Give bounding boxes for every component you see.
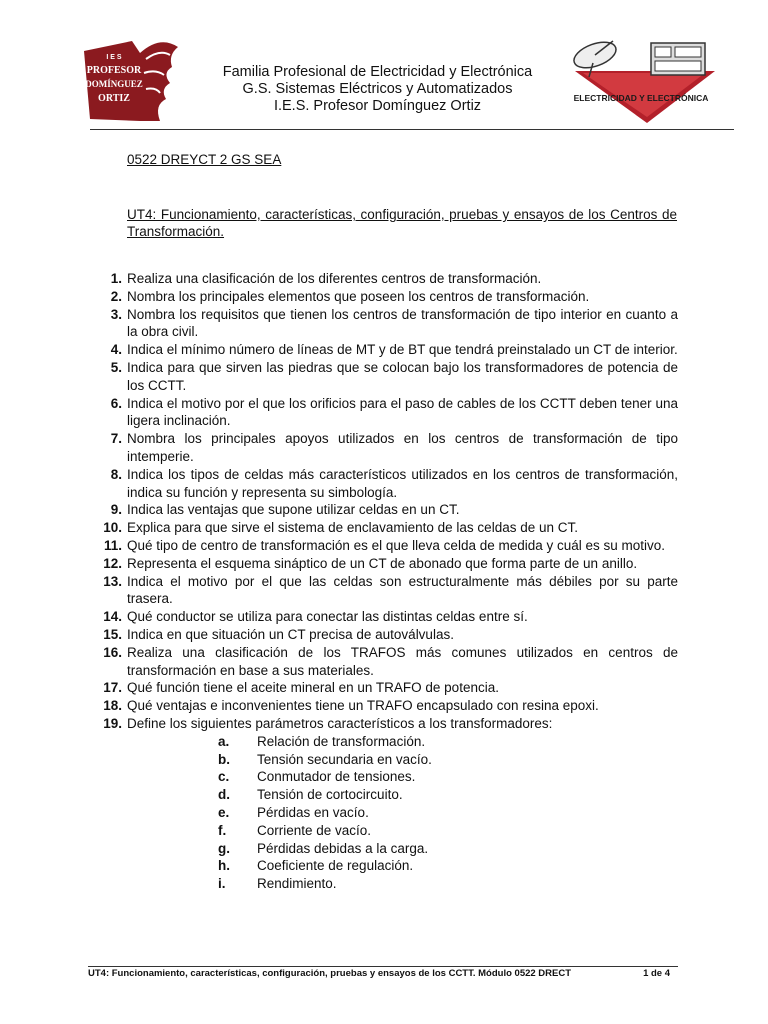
question-number: 17. [103,680,122,696]
question-number: 18. [103,698,122,714]
question-text: Qué tipo de centro de transformación es el que lleva celda de medida y cuál es su motivo. [127,537,666,553]
parameter-letter: a. [218,733,230,749]
question-number: 15. [103,626,122,642]
parameter-item [218,804,678,822]
question-text: Indica en que situación un CT precisa de autoválvulas. [127,626,454,642]
parameter-text: Coeficiente de regulación. [257,858,414,874]
module-code: 0522 DREYCT 2 GS SEA [127,152,282,167]
parameter-item [218,840,678,858]
parameter-item [218,786,678,804]
circuit-board-icon [651,43,705,75]
question-text: Indica el mínimo número de líneas de MT y de BT que tendrá preinstalado un CT de interior. [127,342,678,358]
parameter-text: Pérdidas debidas a la carga. [257,840,429,856]
question-item [88,341,678,359]
question-number: 3. [110,306,122,322]
parameter-letter: e. [218,804,230,820]
question-number: 8. [110,466,122,482]
question-text: Realiza una clasificación de los diferentes centros de transformación. [127,271,542,286]
question-item [88,288,678,306]
question-text: Qué ventajas e inconvenientes tiene un TRAFO encapsulado con resina epoxi. [127,698,599,714]
parameter-text: Corriente de vacío. [257,822,372,838]
page-number: 1 de 4 [643,968,670,979]
page-footer [88,968,678,979]
question-item [88,644,678,680]
question-text: Define los siguientes parámetros característicos a los transformadores: [127,715,553,731]
parameter-letter: b. [218,751,230,767]
unit-title: UT4: Funcionamiento, características, configuración, pruebas y ensayos de los Centros de Transformación. [127,207,677,239]
question-item [88,519,678,537]
question-text: Representa el esquema sináptico de un CT de abonado que forma parte de un anillo. [127,555,638,571]
parameter-list [127,733,678,893]
logo-text-line: ORTIZ [98,93,130,104]
parameter-text: Pérdidas en vacío. [257,804,369,820]
question-item [88,573,678,609]
question-number: 12. [103,555,122,571]
parameter-item [218,857,678,875]
question-text: Indica el motivo por el que los orificios para el paso de cables de los CCTT deben tener una ligera inclinación. [127,395,678,429]
school-logo [80,33,188,125]
question-text: Qué conductor se utiliza para conectar las distintas celdas entre sí. [127,609,528,625]
header-divider [90,129,734,130]
parameter-text: Relación de transformación. [257,733,426,749]
question-number: 5. [110,359,122,375]
question-item [88,555,678,573]
question-item [88,679,678,697]
question-item [88,430,678,466]
question-item [88,501,678,519]
question-number: 9. [110,502,122,518]
parameter-letter: h. [218,858,230,874]
question-number: 4. [110,342,122,358]
question-number: 1. [110,271,122,286]
question-item [88,537,678,555]
question-number: 16. [103,644,122,660]
parameter-letter: i. [218,876,226,892]
parameter-text: Rendimiento. [257,876,337,892]
question-number: 7. [110,431,122,447]
parameter-item [218,875,678,893]
question-number: 6. [110,395,122,411]
question-text: Indica las ventajas que supone utilizar celdas en un CT. [127,502,460,518]
department-logo [555,33,725,125]
question-text: Nombra los requisitos que tienen los centros de transformación de tipo interior en cuanto a la obra civil. [127,306,678,340]
question-number: 19. [103,715,122,731]
question-item [88,608,678,626]
question-number: 11. [103,537,122,553]
parameter-text: Conmutador de tensiones. [257,769,416,785]
parameter-letter: g. [218,840,230,856]
question-text: Nombra los principales apoyos utilizados en los centros de transformación de tipo intemperie. [127,431,678,464]
header-line-school: I.E.S. Profesor Domínguez Ortiz [273,98,482,114]
question-text: Indica el motivo por el que las celdas son estructuralmente más débiles por su parte trasera. [127,573,678,607]
question-item [88,359,678,395]
department-logo-text: ELECTRICIDAD Y ELECTRÓNICA [573,93,709,103]
parameter-item [218,751,678,769]
question-text: Explica para que sirve el sistema de enclavamiento de las celdas de un CT. [127,520,578,536]
parameter-item [218,733,678,751]
question-number: 2. [110,288,122,304]
header-line-family: Familia Profesional de Electricidad y Electrónica [222,64,533,80]
question-text: Realiza una clasificación de los TRAFOS más comunes utilizados en centros de transformación en base a sus materiales. [127,644,678,678]
question-text: Nombra los principales elementos que poseen los centros de transformación. [127,288,590,304]
question-text: Indica para que sirven las piedras que se colocan bajo los transformadores de potencia de los CCTT. [127,359,678,393]
header-text [195,64,560,115]
question-number: 13. [103,573,122,589]
question-item [88,697,678,715]
footer-text: UT4: Funcionamiento, características, configuración, pruebas y ensayos de los CCTT. Módulo 0522 DRECT [88,968,572,979]
header-line-cycle: G.S. Sistemas Eléctricos y Automatizados [242,81,513,97]
parameter-letter: c. [218,769,230,785]
question-text: Qué función tiene el aceite mineral en un TRAFO de potencia. [127,680,499,696]
logo-text-line: I E S [106,54,122,61]
question-item [88,715,678,893]
question-list [88,270,678,893]
question-item [88,626,678,644]
parameter-letter: d. [218,787,230,803]
question-number: 14. [103,609,122,625]
logo-text-line: PROFESOR [86,65,142,76]
parameter-item [218,822,678,840]
footer-divider [88,966,678,967]
parameter-letter: f. [218,822,227,838]
question-item [88,306,678,342]
question-item [88,270,678,288]
parameter-text: Tensión de cortocircuito. [257,787,403,803]
question-number: 10. [103,520,122,536]
question-text: Indica los tipos de celdas más característicos utilizados en los centros de transformación, indica su función y representa su simbología. [127,466,678,500]
parameter-item [218,768,678,786]
parameter-text: Tensión secundaria en vacío. [257,751,432,767]
question-item [88,395,678,431]
question-item [88,466,678,502]
logo-text-line: DOMÍNGUEZ [85,79,143,89]
